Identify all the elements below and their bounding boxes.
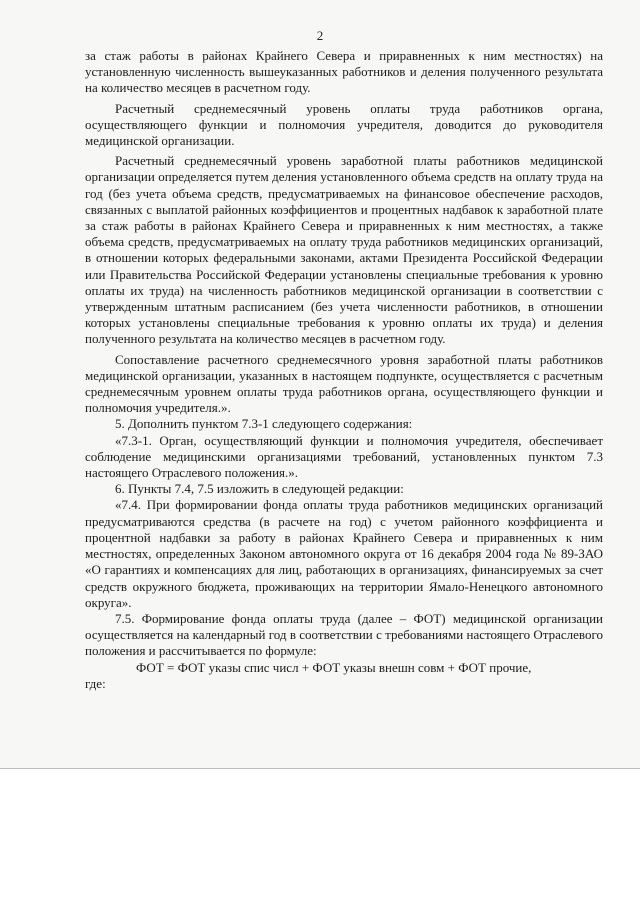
page-number: 2: [316, 28, 324, 43]
paragraph-continuation: за стаж работы в районах Крайнего Севера и приравненных к ним местностях) на установленную численность вышеуказанных работников и деления полученного результата на количество месяцев в расчетном году.: [85, 48, 603, 96]
paragraph-comparison: Сопоставление расчетного среднемесячного уровня заработной платы работников медицинской организации, указанных в настоящем подпункте, осуществляется с расчетным среднемесячным уровнем оплаты труда работников органа, осуществляющего функции и полномочия учредителя.».: [85, 351, 603, 416]
paragraph-medical-pay-level: Расчетный среднемесячный уровень заработной платы работников медицинской организации определяется путем деления установленного объема средств на оплату труда на год (без учета объема средств, предусматриваемых на финансовое обеспечение расходов, связанных с выплатой районных коэффициентов и процентных надбавок к заработной плате за стаж работы в районах Крайнего Севера и приравненных к ним местностях, а также объема средств, предусматриваемых на оплату труда работников медицинских организаций, в отношении которых федеральными законами, актами Президента Российской Федерации или Правительства Российской Федерации установлены специальные требования к уровню оплаты их труда) на численность работников медицинской организации в соответствии с утвержденным штатным расписанием (без учета численности работников, в отношении которых установлены специальные требования к уровню оплаты их труда) и деления полученного результата на количество месяцев в расчетном году.: [85, 153, 603, 347]
blank-area: [0, 769, 640, 905]
paragraph-7-5: 7.5. Формирование фонда оплаты труда (далее – ФОТ) медицинской организации осуществляется на календарный год в соответствии с требованиями настоящего Отраслевого положения и рассчитывается по формуле:: [85, 610, 603, 659]
paragraph-7-4: «7.4. При формировании фонда оплаты труда работников медицинских организаций предусматриваются средства (в расчете на год) с учетом районного коэффициента и процентной надбавки за работу в районах Крайнего Севера и приравненных к ним местностях, определенных Законом автономного округа от 16 декабря 2004 года № 89-ЗАО «О гарантиях и компенсациях для лиц, работающих в организациях, финансируемых за счет средств окружного бюджета, проживающих на территории Ямало-Ненецкого автономного округа».: [85, 497, 603, 610]
paragraph-item-5: 5. Дополнить пунктом 7.3-1 следующего содержания:: [115, 416, 413, 432]
formula-where-label: где:: [85, 676, 106, 691]
paragraph-7-3-1: «7.3-1. Орган, осуществляющий функции и полномочия учредителя, обеспечивает соблюдение медицинскими организациями требований, установленных пунктом 7.3 настоящего Отраслевого положения.».: [85, 432, 603, 481]
paragraph-founder-pay-level: Расчетный среднемесячный уровень оплаты труда работников органа, осуществляющего функции и полномочия учредителя, доводится до руководителя медицинской организации.: [85, 100, 603, 149]
paragraph-item-6: 6. Пункты 7.4, 7.5 изложить в следующей редакции:: [115, 481, 404, 497]
pay-fund-formula: ФОТ = ФОТ указы спис числ + ФОТ указы внешн совм + ФОТ прочие,: [136, 660, 532, 675]
document-body: [85, 48, 603, 660]
